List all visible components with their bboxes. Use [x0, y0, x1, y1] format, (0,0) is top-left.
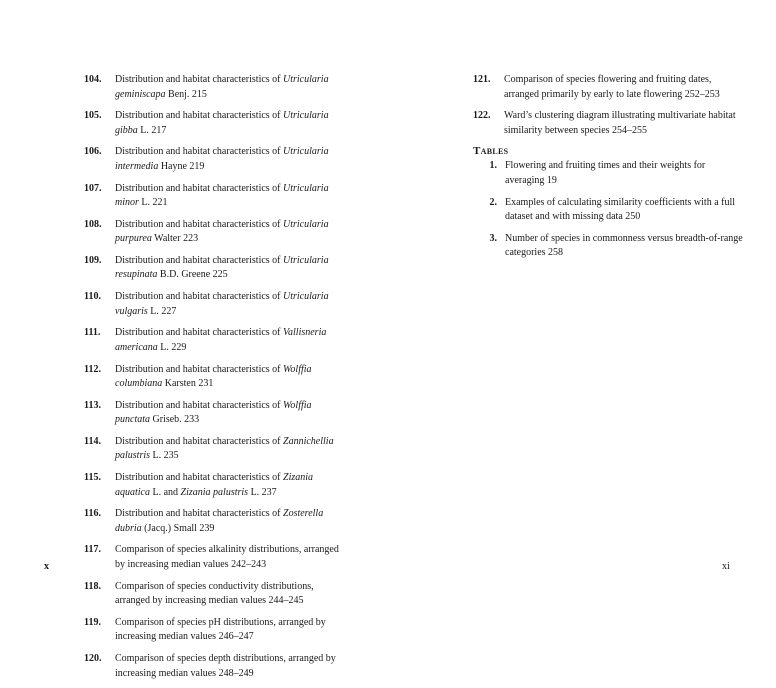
entry-text: Distribution and habitat characteristics of Utricularia intermedia Hayne 219: [115, 146, 329, 172]
figure-entry: [84, 363, 344, 392]
entry-text: Distribution and habitat characteristics of Utricularia purpurea Walter 223: [115, 218, 329, 245]
figure-entry: [84, 507, 344, 536]
table-entry: [473, 196, 745, 225]
entry-number: 106.: [84, 146, 102, 158]
entry-number: 104.: [84, 74, 102, 85]
entry-text: Comparison of species pH distributions, arranged by increasing median values 246–247: [115, 616, 326, 643]
entry-text: Number of species in commonness versus breadth-of-range categories 258: [505, 232, 743, 259]
entry-text: Distribution and habitat characteristics of Zizania aquatica L. and Zizania palustris L. 237: [115, 472, 314, 498]
entry-number: 122.: [473, 110, 491, 122]
entry-number: 112.: [84, 363, 101, 375]
entry-number: 107.: [84, 182, 102, 194]
figure-entry: [84, 435, 344, 464]
left-column: [84, 73, 344, 688]
entry-text: Comparison of species flowering and fruiting dates, arranged primarily by early to late flowering 252–253: [504, 74, 720, 100]
entry-number: 117.: [84, 544, 101, 556]
entry-number: 116.: [84, 508, 101, 520]
entry-text: Distribution and habitat characteristics of Utricularia resupinata B.D. Greene 225: [115, 254, 329, 281]
figure-entry: [84, 182, 344, 211]
entry-text: Examples of calculating similarity coefficients with a full dataset and with missing data 250: [505, 196, 736, 223]
figure-entry: [84, 290, 344, 319]
figure-entry: [84, 543, 344, 572]
figure-entry: [84, 580, 344, 609]
entry-number: 120.: [84, 653, 102, 664]
entry-text: Distribution and habitat characteristics of Utricularia vulgaris L. 227: [115, 291, 329, 317]
entry-text: Comparison of species depth distributions, arranged by increasing median values 248–249: [115, 653, 336, 679]
figure-entry: [473, 109, 745, 138]
entry-text: Distribution and habitat characteristics of Wolffia punctata Griseb. 233: [115, 399, 312, 426]
entry-number: 119.: [84, 616, 101, 628]
page-number-right: xi: [722, 561, 730, 572]
figure-entry: [84, 73, 344, 102]
figure-entry: [84, 326, 344, 355]
entry-number: 109.: [84, 254, 102, 266]
entry-number: 113.: [84, 399, 101, 411]
entry-text: Distribution and habitat characteristics of Utricularia gibba L. 217: [115, 110, 329, 136]
figure-entry: [84, 145, 344, 174]
entry-number: 118.: [84, 580, 101, 592]
entry-number: 121.: [473, 74, 491, 85]
entry-number: 114.: [84, 435, 101, 447]
entry-text: Flowering and fruiting times and their weights for averaging 19: [505, 160, 706, 186]
entry-number: 110.: [84, 291, 101, 303]
entry-text: Distribution and habitat characteristics of Utricularia geminiscapa Benj. 215: [115, 74, 329, 100]
table-entry: [473, 159, 745, 188]
figure-entry: [84, 109, 344, 138]
entry-number: 111.: [84, 327, 101, 339]
entry-text: Distribution and habitat characteristics of Wolffia columbiana Karsten 231: [115, 363, 312, 389]
entry-text: Ward’s clustering diagram illustrating multivariate habitat similarity between species 254–255: [504, 110, 736, 136]
entry-number: 2.: [489, 196, 497, 208]
figure-entry: [84, 399, 344, 428]
entry-text: Comparison of species conductivity distributions, arranged by increasing median values 244–245: [115, 580, 314, 607]
entry-number: 3.: [489, 232, 497, 244]
right-column: [473, 73, 745, 268]
table-entry: [473, 232, 745, 261]
figure-entry: [84, 652, 344, 681]
entry-number: 108.: [84, 218, 102, 230]
figure-entry: [84, 254, 344, 283]
entry-text: Distribution and habitat characteristics of Zosterella dubria (Jacq.) Small 239: [115, 508, 324, 534]
entry-number: 105.: [84, 110, 102, 122]
page-number-left: x: [44, 561, 49, 572]
tables-heading: Tables: [473, 145, 509, 158]
figure-entry: [84, 471, 344, 500]
entry-number: 1.: [489, 160, 497, 172]
entry-text: Comparison of species alkalinity distributions, arranged by increasing median values 242–243: [115, 544, 339, 570]
figure-entry: [84, 616, 344, 645]
figure-entry: [84, 218, 344, 247]
figure-entry: [473, 73, 745, 102]
entry-text: Distribution and habitat characteristics of Zannichellia palustris L. 235: [115, 435, 334, 462]
entry-number: 115.: [84, 472, 101, 484]
entry-text: Distribution and habitat characteristics of Vallisneria americana L. 229: [115, 327, 327, 353]
entry-text: Distribution and habitat characteristics of Utricularia minor L. 221: [115, 182, 329, 209]
